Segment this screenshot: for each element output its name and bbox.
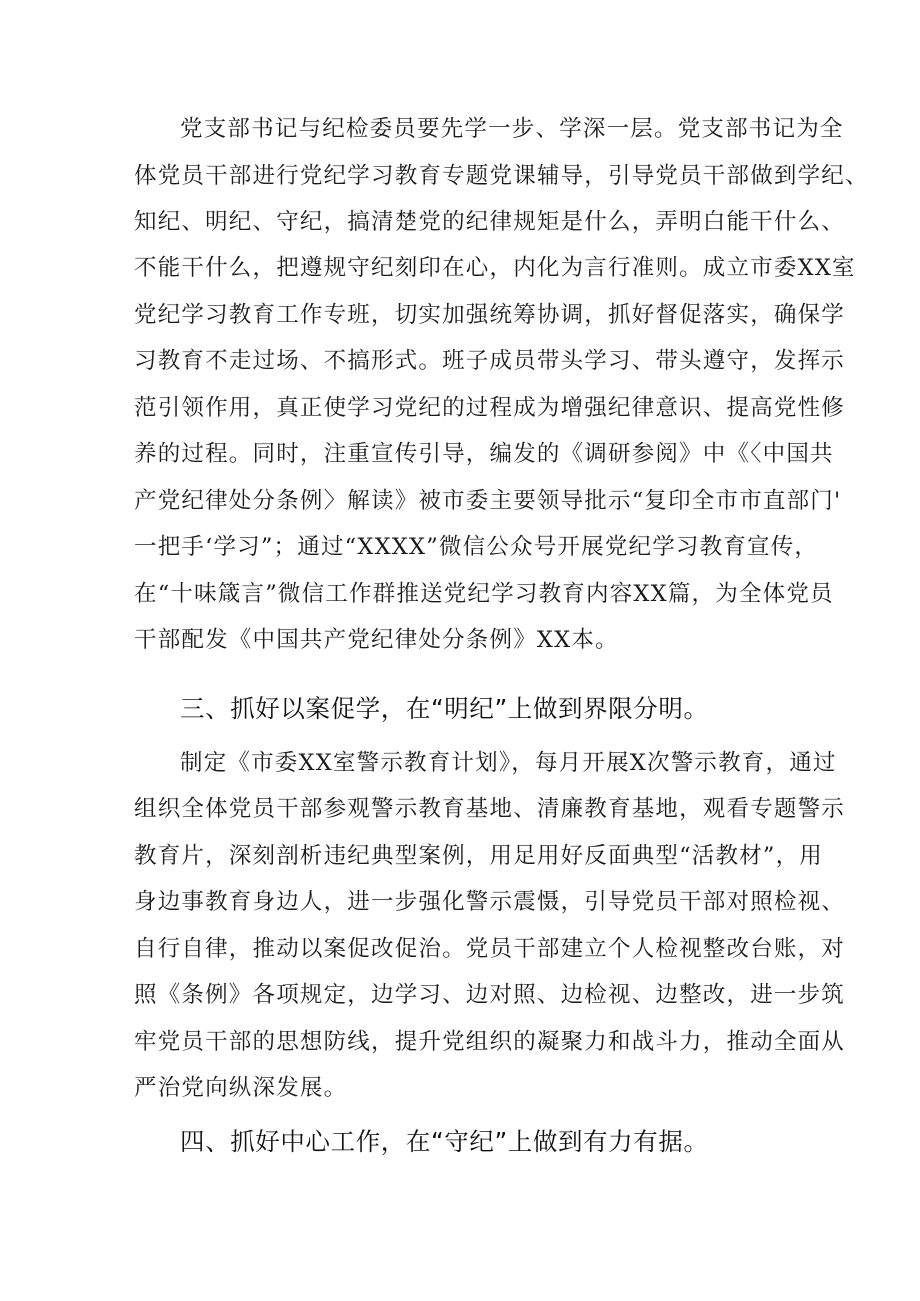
paragraph-line: 身边事教育身边人，进一步强化警示震慑，引导党员干部对照检视、 — [134, 889, 846, 915]
section-heading-3: 三、抓好以案促学，在“明纪”上做到界限分明。 — [180, 694, 709, 723]
paragraph-line: 体党员干部进行党纪学习教育专题党课辅导，引导党员干部做到学纪、 — [134, 163, 869, 189]
paragraph-line: 知纪、明纪、守纪，搞清楚党的纪律规矩是什么，弄明白能干什么、 — [134, 209, 846, 235]
paragraph-line: 制定《市委XX室警示教育计划》，每月开展X次警示教育，通过 — [180, 750, 837, 776]
section-heading-4: 四、抓好中心工作，在“守纪”上做到有力有据。 — [180, 1127, 709, 1156]
paragraph-line: 照《条例》各项规定，边学习、边对照、边检视、边整改，进一步筑 — [134, 982, 846, 1008]
paragraph-line: 干部配发《中国共产党纪律处分条例》XX本。 — [134, 627, 619, 653]
paragraph-line: 牢党员干部的思想防线，提升党组织的凝聚力和战斗力，推动全面从 — [134, 1029, 846, 1055]
paragraph-line: 严治党向纵深发展。 — [134, 1075, 348, 1101]
paragraph-line: 党支部书记与纪检委员要先学一步、学深一层。党支部书记为全 — [180, 116, 844, 142]
paragraph-line: 范引领作用，真正使学习党纪的过程成为增强纪律意识、提高党性修 — [134, 395, 846, 421]
paragraph-line: 习教育不走过场、不搞形式。班子成员带头学习、带头遵守，发挥示 — [134, 348, 846, 374]
paragraph-line: 养的过程。同时，注重宣传引导，编发的《调研参阅》中《〈中国共 — [134, 441, 834, 467]
paragraph-line: 自行自律，推动以案促改促治。党员干部建立个人检视整改台账，对 — [134, 936, 846, 962]
paragraph-line: 一把手‘学习”；通过“XXXX”微信公众号开展党纪学习教育宣传， — [134, 534, 819, 560]
paragraph-line: 不能干什么，把遵规守纪刻印在心，内化为言行准则。成立市委XX室 — [134, 255, 856, 281]
paragraph-line: 教育片，深刻剖析违纪典型案例，用足用好反面典型“活教材”，用 — [134, 843, 824, 869]
paragraph-line: 在“十味箴言”微信工作群推送党纪学习教育内容XX篇，为全体党员 — [134, 581, 834, 607]
paragraph-line: 党纪学习教育工作专班，切实加强统筹协调，抓好督促落实，确保学 — [134, 302, 846, 328]
paragraph-line: 组织全体党员干部参观警示教育基地、清廉教育基地，观看专题警示 — [134, 796, 846, 822]
paragraph-line: 产党纪律处分条例〉解读》被市委主要领导批示“复印全市市直部门' — [134, 488, 842, 514]
